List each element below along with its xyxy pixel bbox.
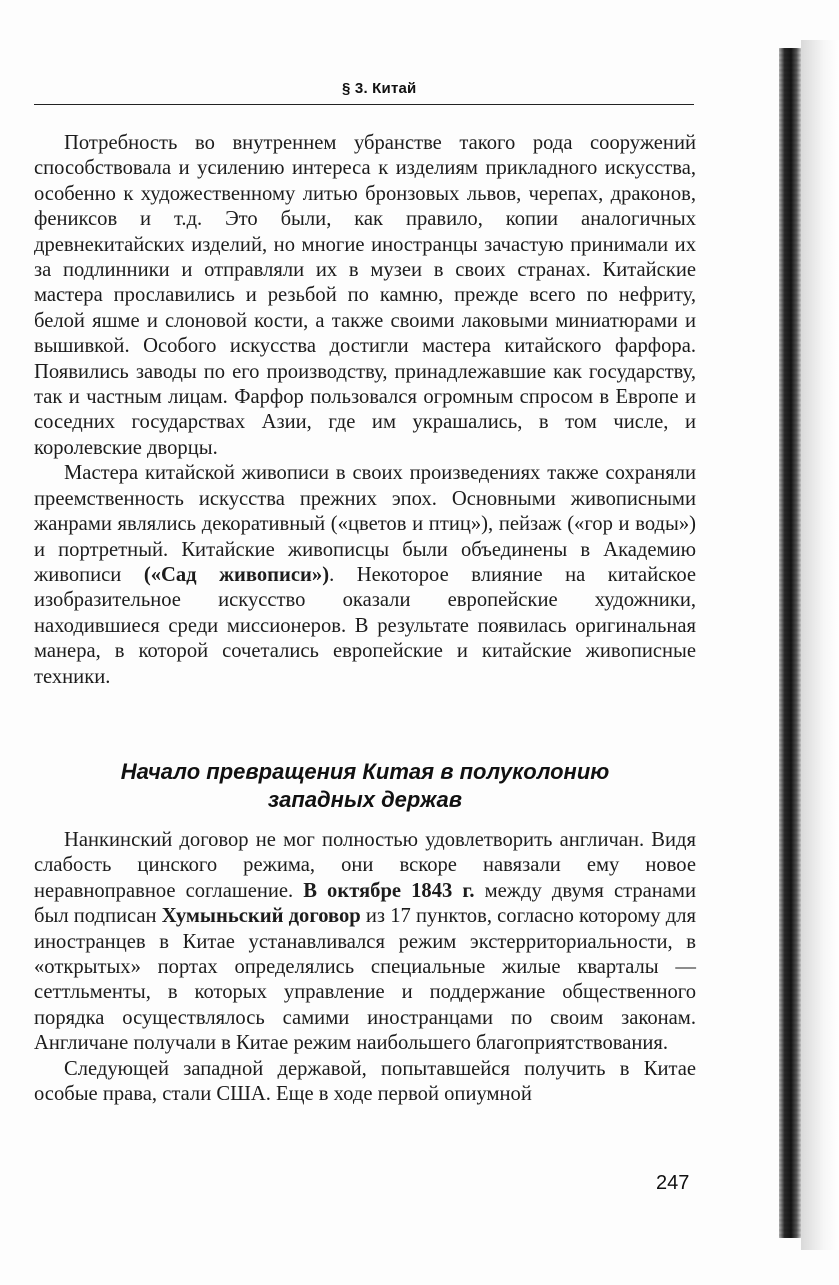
paragraph-text: из 17 пунктов, согласно которому для иностранцев в Китае устанавливался режим экстерриториальности, в «открытых» портах определялись специальные жилые кварталы — сеттльменты, в которых управление и поддержание общественного порядка осуществлялось самими иностранцами по своим законам. Англичане получали в Китае режим наибольшего благоприятствования. (34, 905, 696, 1055)
paragraph (34, 828, 696, 1057)
bold-term: («Сад живописи») (143, 563, 330, 586)
bold-date: В октябре 1843 г. (303, 879, 475, 902)
page-edge (801, 40, 839, 1250)
paragraph-text: . Некоторое влияние на китайское изобразительное искусство оказали европейские художники, находившиеся среди миссионеров. В результате появилась оригинальная манера, в которой сочетались европейские и китайские живописные техники. (34, 563, 697, 688)
book-spine-shadow (779, 48, 801, 1238)
section-title: § 3. Китай (342, 80, 417, 97)
paragraph-text: Мастера китайской живописи в своих произведениях также сохраняли преемственность искусства прежних эпох. Основными живописными жанрами являлись декоративный («цветов и птиц»), пейзаж («гор и воды») и портретный. Китайские живописцы были объединены в Академию живописи (34, 462, 696, 586)
paragraph (34, 131, 696, 461)
section-heading-line: Начало превращения Китая в полуколонию (120, 759, 610, 784)
paragraph-text: Потребность во внутреннем убранстве такого рода сооружений способствовала и усилению интереса к изделиям прикладного искусства, особенно к художественному литью бронзовых львов, черепах, драконов, фениксов и т.д. Это были, как правило, копии аналогичных древнекитайских изделий, но многие иностранцы зачастую принимали их за подлинники и отправляли их в музеи в своих странах. Китайские мастера прославились и резьбой по камню, прежде всего по нефриту, белой яшме и слоновой кости, а также своими лаковыми миниатюрами и вышивкой. Особого искусства достигли мастера китайского фарфора. Появились заводы по его производству, принадлежавшие как государству, так и частным лицам. Фарфор пользовался огромным спросом в Европе и соседних государствах Азии, где им украшались, в том числе, и королевские дворцы. (34, 132, 696, 459)
page-number: 247 (656, 1172, 690, 1194)
text-block-bottom (34, 828, 696, 1107)
text-block-top (34, 131, 696, 690)
paragraph (34, 461, 696, 690)
running-header (34, 78, 694, 105)
section-heading (34, 758, 696, 814)
paragraph-text: Нанкинский договор не мог полностью удовлетворить англичан. Видя слабость цинского режима, они вскоре навязали ему новое неравноправное соглашение. (34, 829, 696, 902)
paragraph (34, 1057, 696, 1108)
bold-treaty-name: Хумыньский договор (161, 905, 361, 928)
section-heading-line: западных держав (267, 787, 463, 812)
paragraph-text: Следующей западной державой, попытавшейся получить в Китае особые права, стали США. Еще в ходе первой опиумной (34, 1057, 696, 1106)
paragraph-text: между двумя странами был подписан (34, 879, 696, 928)
